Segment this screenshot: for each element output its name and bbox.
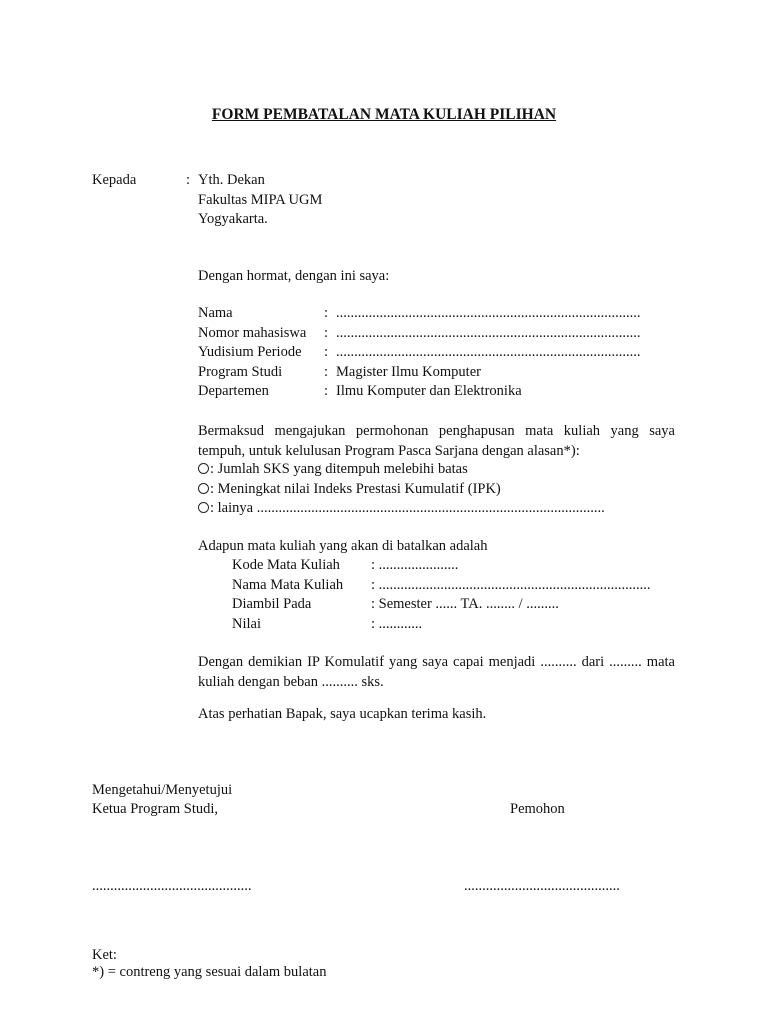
course-label: Nama Mata Kuliah xyxy=(232,576,344,593)
identity-row-nomor-mahasiswa xyxy=(198,324,641,344)
course-intro-text: Adapun mata kuliah yang akan di batalkan adalah xyxy=(198,538,488,554)
kepada-colon: : xyxy=(186,172,191,188)
identity-row-program-studi xyxy=(198,363,641,383)
reason-option xyxy=(198,499,605,519)
course-name-field[interactable]: : ........................................................................... xyxy=(371,576,651,593)
course-label: Kode Mata Kuliah xyxy=(232,557,340,573)
form-title: FORM PEMBATALAN MATA KULIAH PILIHAN xyxy=(211,106,557,123)
taken-semester-field[interactable]: : Semester ...... TA. ........ / ......... xyxy=(371,596,559,612)
course-row xyxy=(232,556,651,576)
request-paragraph: Bermaksud mengajukan permohonan penghapusan mata kuliah yang saya tempuh, untuk kelulusan Program Pasca Sarjana dengan alasan*): xyxy=(198,423,675,459)
identity-colon: : xyxy=(324,383,329,399)
identity-row-nama xyxy=(198,304,641,324)
applicant-signature-line[interactable]: ........................................... xyxy=(464,878,620,894)
reason-radio-circle[interactable] xyxy=(198,502,209,513)
addressee-line: Yogyakarta. xyxy=(198,211,268,227)
student-number-field[interactable]: .................................................................................... xyxy=(336,324,641,341)
addressee-block xyxy=(198,171,322,230)
approval-label: Mengetahui/Menyetujui xyxy=(92,782,233,798)
greeting-text: Dengan hormat, dengan ini saya: xyxy=(198,268,390,284)
reason-radio-circle[interactable] xyxy=(198,463,209,474)
reason-label: : Jumlah SKS yang ditempuh melebihi batas xyxy=(210,461,468,477)
identity-label: Yudisium Periode xyxy=(198,344,302,360)
course-table xyxy=(232,556,651,634)
identity-colon: : xyxy=(324,305,329,321)
identity-label: Program Studi xyxy=(198,363,283,380)
grade-field[interactable]: : ............ xyxy=(371,615,423,632)
identity-label: Nomor mahasiswa xyxy=(198,324,307,341)
course-row xyxy=(232,615,651,635)
course-row xyxy=(232,576,651,596)
reason-label: : Meningkat nilai Indeks Prestasi Kumulatif (IPK) xyxy=(210,480,501,497)
course-label: Nilai xyxy=(232,615,261,632)
reason-option xyxy=(198,460,605,480)
course-label: Diambil Pada xyxy=(232,596,312,612)
student-identity-table xyxy=(198,304,641,402)
notes-label: Ket: xyxy=(92,947,117,963)
study-program-value: Magister Ilmu Komputer xyxy=(336,363,481,380)
closing-text: Atas perhatian Bapak, saya ucapkan terima kasih. xyxy=(198,706,487,722)
course-row xyxy=(232,595,651,615)
program-head-label: Ketua Program Studi, xyxy=(92,801,219,817)
course-code-field[interactable]: : ...................... xyxy=(371,557,459,573)
reason-options xyxy=(198,460,605,519)
yudisium-period-field[interactable]: .................................................................................... xyxy=(336,344,641,360)
applicant-label: Pemohon xyxy=(510,801,565,817)
reason-label: : lainya ................................................................................................ xyxy=(210,500,605,516)
program-head-signature-line[interactable]: ............................................ xyxy=(92,878,252,894)
ip-paragraph: Dengan demikian IP Komulatif yang saya capai menjadi .......... dari ......... mata kuliah dengan beban .......... sks. xyxy=(198,654,675,690)
identity-row-yudisium xyxy=(198,343,641,363)
name-field[interactable]: .................................................................................... xyxy=(336,305,641,321)
notes-text: *) = contreng yang sesuai dalam bulatan xyxy=(92,964,327,980)
identity-label: Nama xyxy=(198,305,233,321)
addressee-line: Yth. Dekan xyxy=(198,172,265,188)
kepada-label: Kepada xyxy=(92,172,137,188)
identity-colon: : xyxy=(324,344,329,360)
identity-label: Departemen xyxy=(198,383,269,399)
reason-option xyxy=(198,480,605,500)
reason-radio-circle[interactable] xyxy=(198,483,209,494)
identity-colon: : xyxy=(324,363,329,380)
identity-row-departemen xyxy=(198,382,641,402)
addressee-line: Fakultas MIPA UGM xyxy=(198,191,323,208)
identity-colon: : xyxy=(324,324,329,341)
department-value: Ilmu Komputer dan Elektronika xyxy=(336,383,522,399)
